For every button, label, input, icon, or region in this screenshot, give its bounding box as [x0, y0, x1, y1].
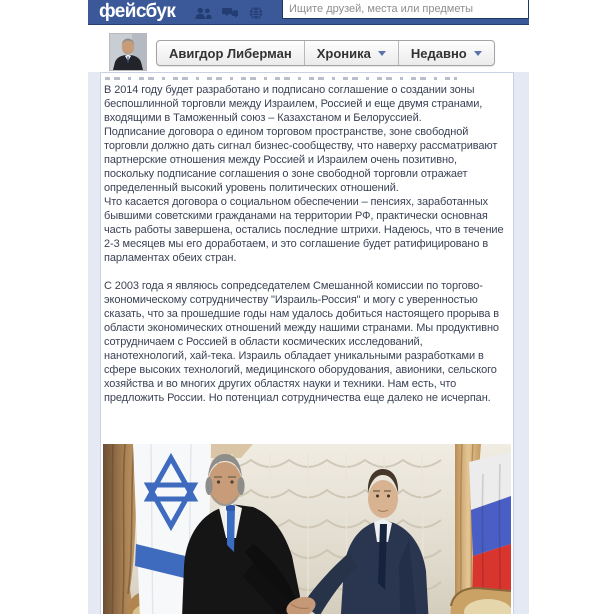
profile-name-button[interactable] [157, 41, 305, 65]
sort-recent-button[interactable] [399, 41, 494, 65]
timeline-label: Хроника [316, 45, 371, 61]
profile-nav-buttons [156, 40, 495, 66]
profile-nav [88, 25, 529, 72]
sort-recent-label: Недавно [410, 45, 467, 61]
friend-requests-icon[interactable] [195, 7, 212, 20]
timeline-button[interactable] [305, 41, 399, 65]
post-paragraph: Что касается договора о социальном обеспечении – пенсиях, заработанных бывшими советскими гражданами на территории РФ, практически основная часть работы завершена, остались последние штрихи. Надеюсь, что в течение 2-3 месяцев мы его доработаем, и это соглашение будет ратифицировано в парламентах обеих стран. [104, 196, 504, 264]
post-paragraph: В 2014 году будет разработано и подписано соглашение о создании зоны беспошлинной торговли между Израилем, Россией и еще двумя странами, входящими в Таможенный союз – Казахстаном и Белоруссией. [104, 84, 483, 124]
profile-avatar[interactable] [109, 33, 147, 71]
profile-name-label: Авигдор Либерман [169, 45, 292, 61]
post-paragraph: Подписание договора о едином торговом пространстве, зоне свободной торговли должно дать сигнал бизнес-сообществу, что наверху рассматривают партнерские отношения между Россией и Израилем очень позитивно, поскольку подписание соглашения о зоне свободной торговли отражает определенный высокий уровень политических отношений. [104, 126, 498, 194]
post-photo[interactable] [103, 444, 511, 614]
facebook-logo[interactable]: фейсбук [99, 1, 176, 22]
chevron-down-icon [474, 51, 482, 56]
page-container [88, 0, 529, 614]
clipped-text-line [105, 77, 457, 80]
post-paragraph: С 2003 года я являюсь сопредседателем Смешанной комиссии по торгово-экономическому сотрудничеству "Израиль-Россия" и могу с уверенностью сказать, что за прошедшие годы нам удалось добиться настоящего прорыва в области экономических отношений между нашими странами. Мы продуктивно сотрудничаем с Россией в области космических исследований, нанотехнологий, хай-тека. Израиль обладает уникальными разработками в сфере высоких технологий, медицинского оборудования, авионики, сельского хозяйства и во многих других областях науки и техники. Нам есть, что предложить России. Но потенциал сотрудничества еще далеко не исчерпан. [104, 280, 499, 404]
header-icons [195, 6, 263, 20]
search-input[interactable] [282, 0, 529, 19]
avatar-image [110, 34, 146, 70]
post-text [101, 73, 513, 444]
notifications-globe-icon[interactable] [249, 6, 263, 20]
post-card [100, 72, 514, 614]
handshake-photo-image [103, 444, 511, 614]
content-area [88, 72, 529, 614]
messages-icon[interactable] [222, 7, 239, 20]
chevron-down-icon [378, 51, 386, 56]
header-bar [88, 0, 529, 25]
